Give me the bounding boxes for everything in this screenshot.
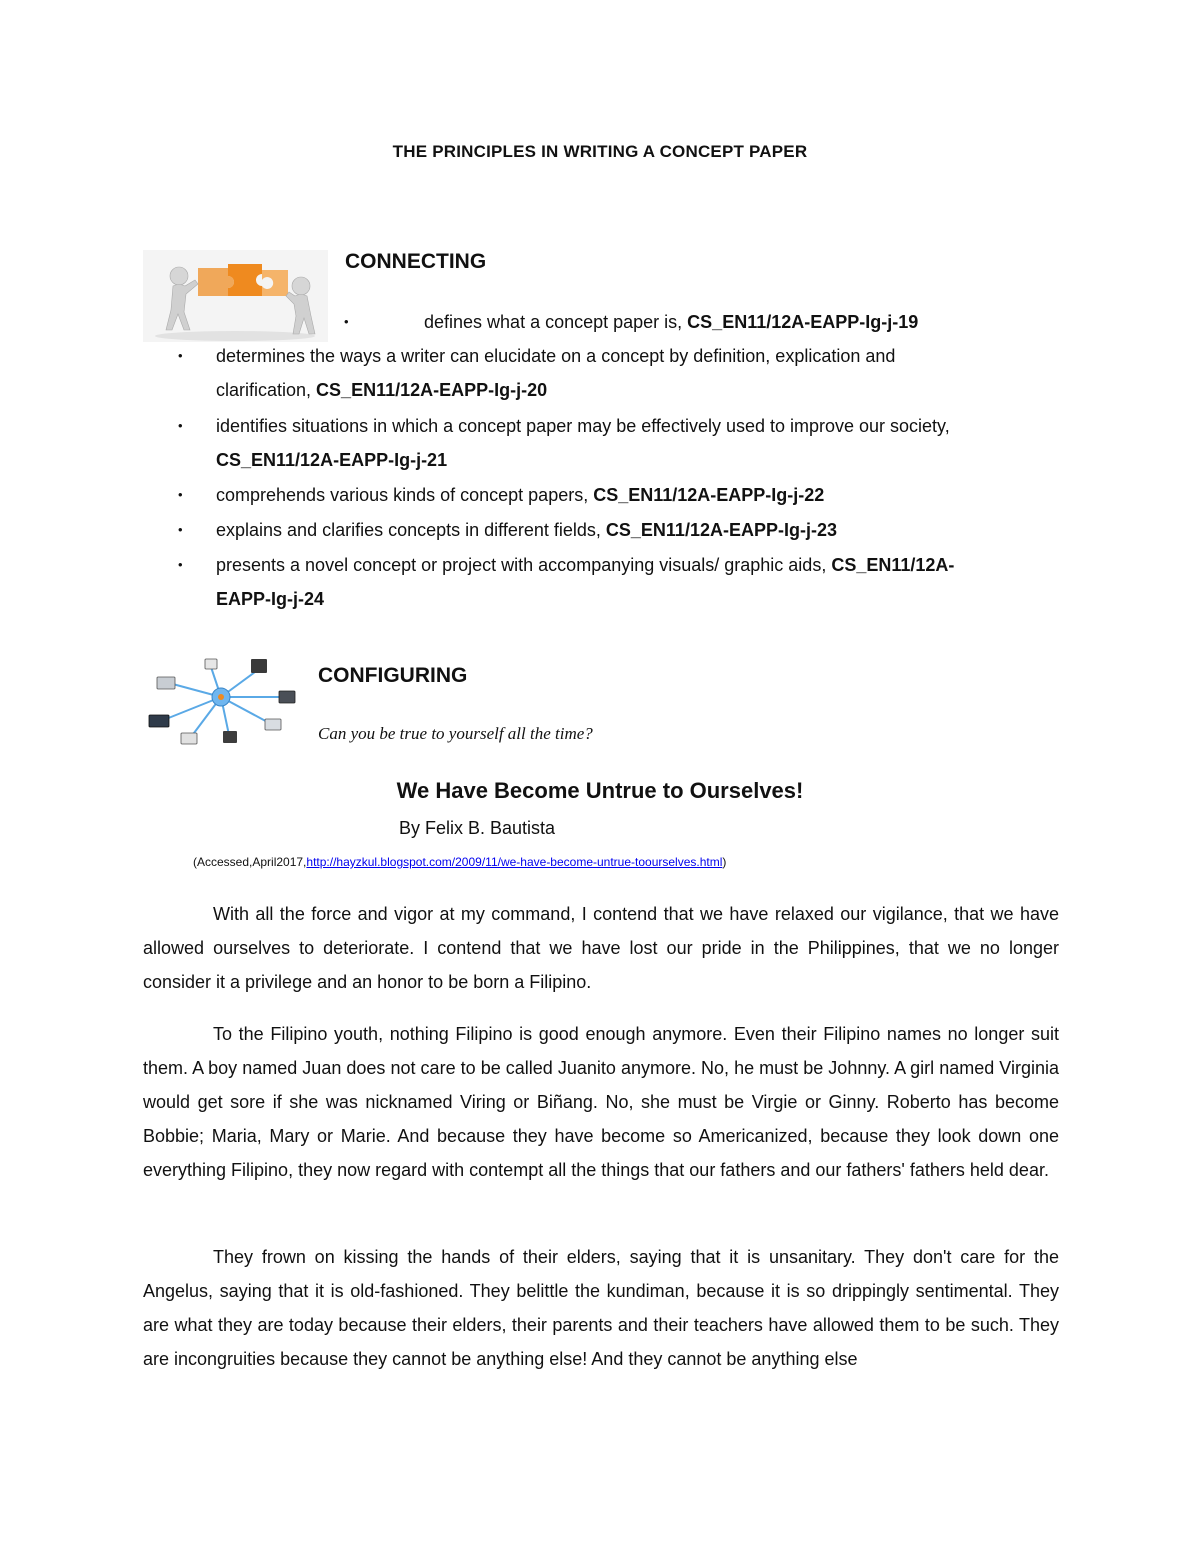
puzzle-figures-icon [143, 250, 328, 342]
list-item: identifies situations in which a concept paper may be effectively used to improve our society, [216, 416, 950, 436]
bullet-icon: • [344, 314, 349, 329]
list-item-continuation: CS_EN11/12A-EAPP-Ig-j-21 [216, 450, 448, 470]
list-item: determines the ways a writer can elucidate on a concept by definition, explication and [216, 346, 896, 366]
list-item: defines what a concept paper is, CS_EN11/12A-EAPP-Ig-j-19 [424, 312, 919, 332]
list-item: presents a novel concept or project with accompanying visuals/ graphic aids, CS_EN11/12A- [216, 555, 955, 575]
list-item: comprehends various kinds of concept papers, CS_EN11/12A-EAPP-Ig-j-22 [216, 485, 825, 505]
article-paragraph: To the Filipino youth, nothing Filipino is good enough anymore. Even their Filipino names no longer suit them. A boy named Juan does not care to be called Juanito anymore. No, he must be Johnny. A girl named Virginia would get sore if she was nicknamed Viring or Biñang. No, she must be Virgie or Ginny. Roberto has become Bobbie; Maria, Mary or Marie. And because they have become so Americanized, because they look down one everything Filipino, they now regard with contempt all the things that our fathers and our fathers' fathers held dear. [143, 1024, 1059, 1180]
source-link[interactable]: http://hayzkul.blogspot.com/2009/11/we-have-become-untrue-toourselves.html [306, 855, 723, 869]
bullet-icon: • [178, 522, 183, 537]
article-paragraph: With all the force and vigor at my command, I contend that we have relaxed our vigilance, that we have allowed ourselves to deteriorate. I contend that we have lost our pride in the Philippines, that we no longer consider it a privilege and an honor to be born a Filipino. [143, 904, 1059, 992]
source-citation: (Accessed,April2017,http://hayzkul.blogspot.com/2009/11/we-have-become-untrue-toourselves.html) [193, 855, 727, 869]
guiding-question: Can you be true to yourself all the time? [318, 724, 593, 743]
list-item: explains and clarifies concepts in different fields, CS_EN11/12A-EAPP-Ig-j-23 [216, 520, 837, 540]
connecting-heading: CONNECTING [345, 250, 487, 273]
list-item-continuation: clarification, CS_EN11/12A-EAPP-Ig-j-20 [216, 380, 548, 400]
article-byline: By Felix B. Bautista [399, 818, 556, 838]
configuring-heading: CONFIGURING [318, 664, 468, 687]
list-item-continuation: EAPP-Ig-j-24 [216, 589, 325, 609]
article-title: We Have Become Untrue to Ourselves! [396, 778, 804, 803]
bullet-icon: • [178, 557, 183, 572]
article-paragraph: They frown on kissing the hands of their elders, saying that it is unsanitary. They don't care for the Angelus, saying that it is old-fashioned. They belittle the kundiman, because it is so drippingly sentimental. They are what they are today because their elders, their parents and their teachers have allowed them to be such. They are incongruities because they cannot be anything else! And they cannot be anything else [143, 1247, 1059, 1369]
bullet-icon: • [178, 348, 183, 363]
bullet-icon: • [178, 487, 183, 502]
bullet-icon: • [178, 418, 183, 433]
document-title: THE PRINCIPLES IN WRITING A CONCEPT PAPER [392, 142, 808, 161]
network-devices-icon [141, 655, 303, 747]
